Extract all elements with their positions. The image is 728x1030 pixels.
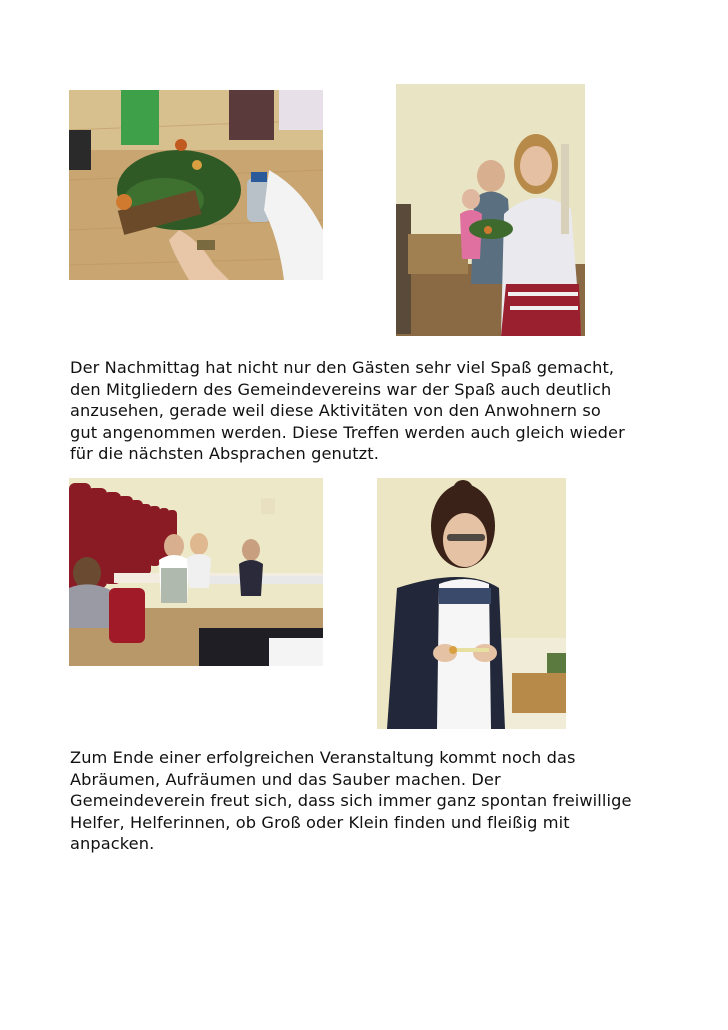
paragraph-line: Helfer, Helferinnen, ob Groß oder Klein finden und fleißig mit — [70, 812, 570, 832]
photo-crafting-room — [69, 478, 323, 666]
paragraph-line: Der Nachmittag hat nicht nur den Gästen sehr viel Spaß gemacht, — [70, 358, 615, 377]
paragraph-line: den Mitgliedern des Gemeindevereins war der Spaß auch deutlich — [70, 379, 612, 399]
paragraph-cleanup — [70, 747, 680, 855]
photo-woman-smiling — [396, 84, 585, 336]
paragraph-line: Abräumen, Aufräumen und das Sauber machen. Der — [70, 769, 501, 789]
paragraph-afternoon — [70, 357, 680, 465]
paragraph-line: anpacken. — [70, 834, 155, 853]
paragraph-line: für die nächsten Absprachen genutzt. — [70, 444, 379, 463]
paragraph-line: Zum Ende einer erfolgreichen Veranstaltung kommt noch das — [70, 748, 576, 767]
paragraph-line: anzusehen, gerade weil diese Aktivitäten von den Anwohnern so — [70, 401, 601, 420]
photo-wreath-spray — [69, 90, 323, 280]
photo-woman-glasses — [377, 478, 566, 729]
paragraph-line: Gemeindeverein freut sich, dass sich immer ganz spontan freiwillige — [70, 791, 632, 810]
paragraph-line: gut angenommen werden. Diese Treffen werden auch gleich wieder — [70, 422, 625, 442]
